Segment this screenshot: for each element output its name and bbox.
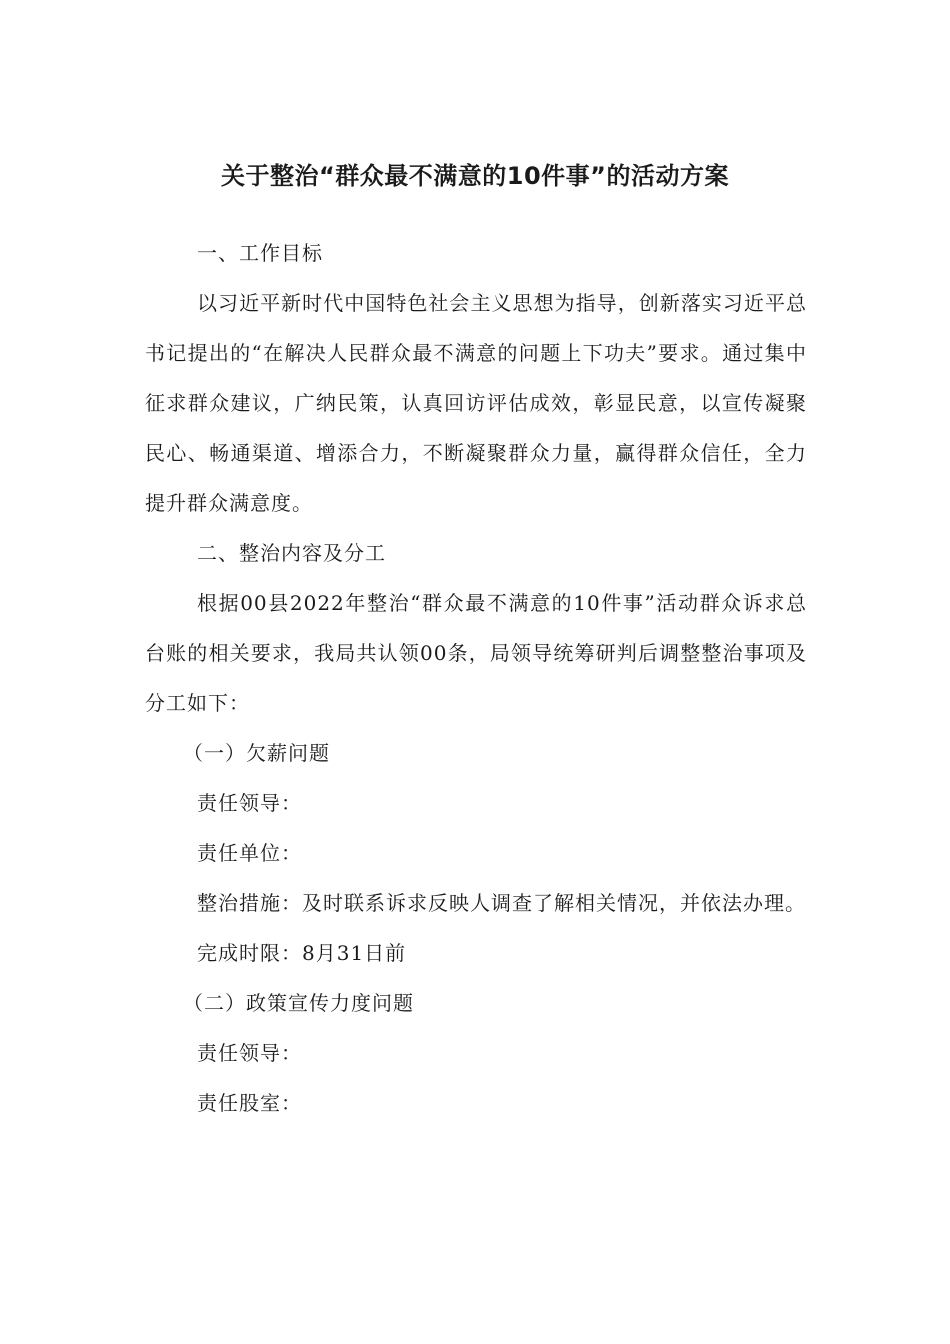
document-body — [145, 228, 807, 1128]
item1-deadline: 完成时限：8月31日前 — [197, 941, 407, 965]
goals-paragraph: 以习近平新时代中国特色社会主义思想为指导，创新落实习近平总书记提出的“在解决人民群众最不满意的问题上下功夫”要求。通过集中征求群众建议，广纳民策，认真回访评估成效，彰显民意，以宣传凝聚民心、畅通渠道、增添合力，不断凝聚群众力量，赢得群众信任，全力提升群众满意度。 — [145, 291, 807, 515]
item1-responsible-leader: 责任领导： — [197, 791, 302, 815]
item-heading-wage-arrears: （一）欠薪问题 — [183, 741, 330, 765]
document-title: 关于整治“群众最不满意的10件事”的活动方案 — [221, 162, 729, 190]
content-paragraph: 根据00县2022年整治“群众最不满意的10件事”活动群众诉求总台账的相关要求，我局共认领00条，局领导统筹研判后调整整治事项及分工如下： — [145, 591, 807, 715]
item1-responsible-unit: 责任单位： — [197, 841, 302, 865]
item2-responsible-office: 责任股室： — [197, 1091, 302, 1115]
item1-measures: 整治措施：及时联系诉求反映人调查了解相关情况，并依法办理。 — [197, 891, 806, 915]
item-heading-policy-publicity: （二）政策宣传力度问题 — [183, 991, 414, 1015]
item2-responsible-leader: 责任领导： — [197, 1041, 302, 1065]
section-heading-content: 二、整治内容及分工 — [197, 541, 386, 565]
section-heading-goals: 一、工作目标 — [197, 241, 323, 265]
